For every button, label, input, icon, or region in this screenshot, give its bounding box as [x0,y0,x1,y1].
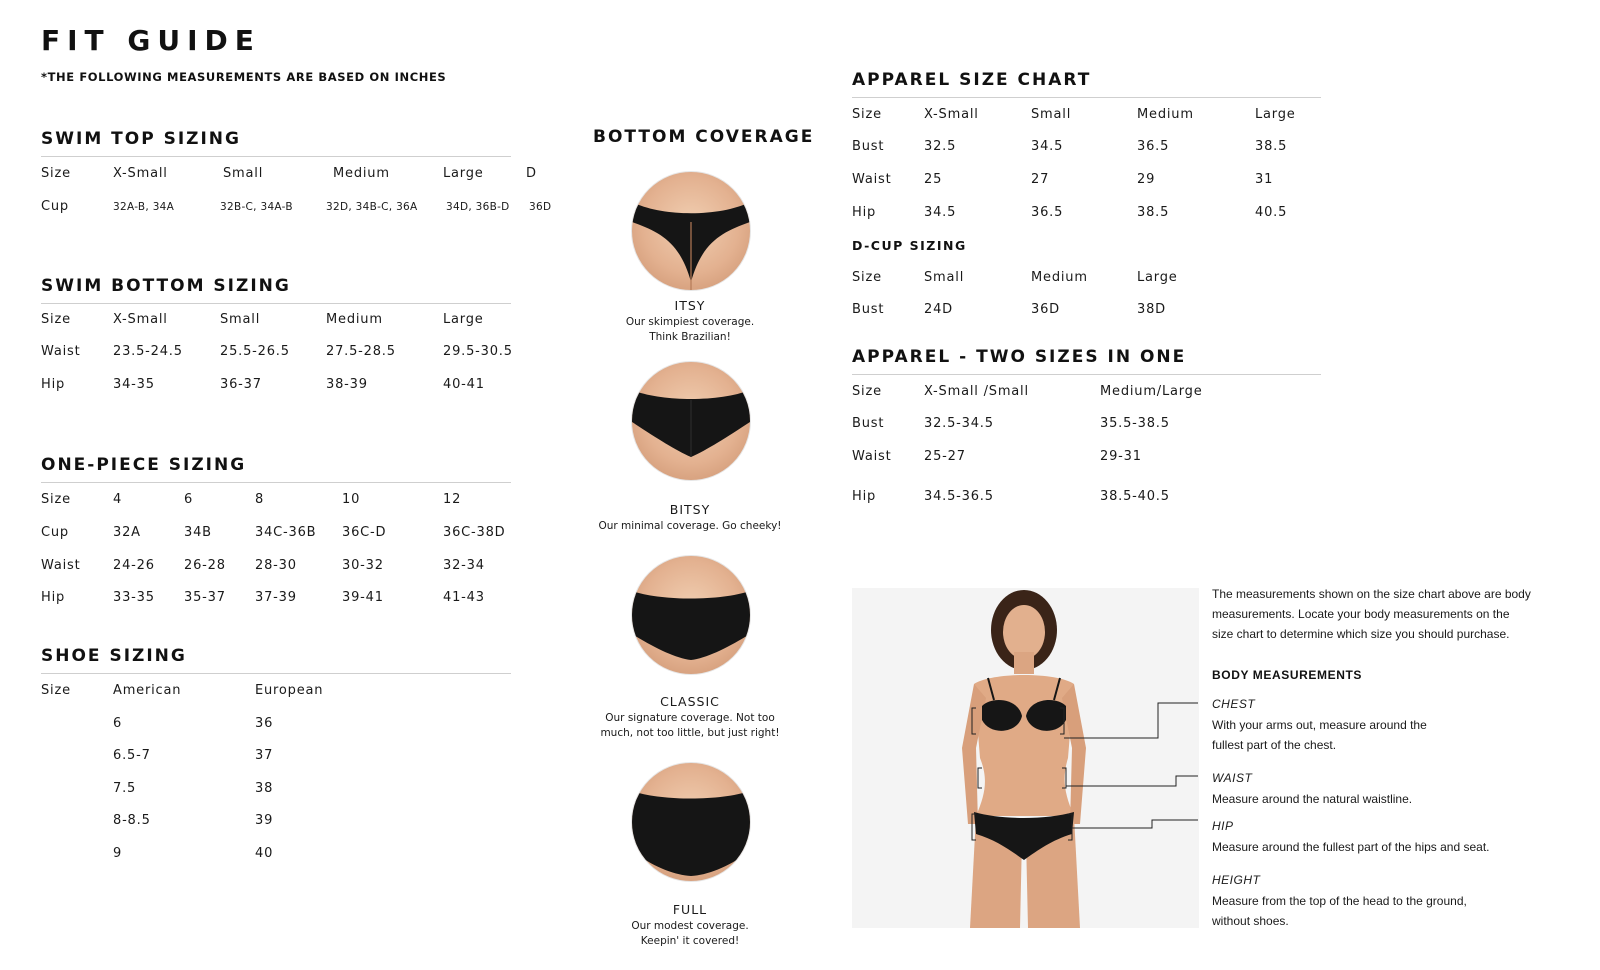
chest-desc: With your arms out, measure around the [1212,718,1427,732]
table-cell: 24-26 [113,558,155,573]
table-cell: 39 [255,813,274,828]
waist-desc: Measure around the natural waistline. [1212,792,1413,806]
table-cell: 38D [1137,302,1166,317]
table-cell: Hip [852,205,877,220]
swim-top-title: SWIM TOP SIZING [41,129,241,149]
table-cell: 40-41 [443,377,485,392]
table-cell: 40 [255,846,274,861]
classic-thumbnail [631,555,751,675]
table-cell: American [113,683,182,698]
table-cell: Size [852,384,882,399]
table-cell: Medium/Large [1100,384,1203,399]
table-cell: 24D [924,302,953,317]
itsy-thumbnail [631,171,751,291]
table-cell: Size [41,492,71,507]
body-intro-line: The measurements shown on the size chart above are body [1212,587,1531,601]
table-cell: 38.5-40.5 [1100,489,1170,504]
table-cell: 36C-38D [443,525,506,540]
table-cell: Large [443,166,484,181]
table-cell: 34-35 [113,377,155,392]
table-cell: 31 [1255,172,1274,187]
table-cell: X-Small [113,166,168,181]
coverage-desc: Our modest coverage. [631,920,749,932]
table-cell: D [526,166,537,181]
apparel-title: APPAREL SIZE CHART [852,70,1092,90]
page-title: FIT GUIDE [41,24,261,57]
dcup-title: D-CUP SIZING [852,238,967,253]
bitsy-thumbnail [631,361,751,481]
apparel-rule [852,97,1321,98]
table-cell: X-Small [113,312,168,327]
coverage-name: ITSY [674,298,706,313]
table-cell: 36D [1031,302,1060,317]
table-cell: 29-31 [1100,449,1142,464]
coverage-desc: Our skimpiest coverage. [625,316,755,328]
coverage-desc: Think Brazilian! [649,331,731,343]
table-cell: Waist [41,344,81,359]
table-cell: Bust [852,139,885,154]
table-cell: 32A-B, 34A [113,201,175,213]
table-cell: 27 [1031,172,1050,187]
table-cell: 37 [255,748,274,763]
swim-top-rule [41,156,511,157]
table-cell: Size [41,683,71,698]
table-cell: 25-27 [924,449,966,464]
table-cell: 34C-36B [255,525,317,540]
table-cell: 34.5 [924,205,957,220]
height-label: HEIGHT [1212,873,1261,887]
table-cell: Waist [41,558,81,573]
coverage-desc: Our minimal coverage. Go cheeky! [598,520,782,532]
table-cell: 28-30 [255,558,297,573]
one-piece-title: ONE-PIECE SIZING [41,455,247,475]
table-cell: 30-32 [342,558,384,573]
table-cell: 8 [255,492,265,507]
table-cell: 40.5 [1255,205,1288,220]
table-cell: 35.5-38.5 [1100,416,1170,431]
table-cell: Medium [333,166,390,181]
chest-label: CHEST [1212,697,1256,711]
table-cell: 32D, 34B-C, 36A [326,201,418,213]
table-cell: Size [41,166,71,181]
table-cell: Medium [326,312,383,327]
table-cell: 29 [1137,172,1156,187]
table-cell: Large [443,312,484,327]
table-cell: 12 [443,492,462,507]
table-cell: 6 [113,716,123,731]
shoe-title: SHOE SIZING [41,646,187,666]
body-intro-line: size chart to determine which size you should purchase. [1212,627,1510,641]
swim-bottom-rule [41,303,511,304]
table-cell: Medium [1031,270,1088,285]
hip-desc: Measure around the fullest part of the hips and seat. [1212,840,1490,854]
height-desc: Measure from the top of the head to the ground, [1212,894,1467,908]
full-thumbnail [631,762,751,882]
table-cell: 36-37 [220,377,262,392]
measurement-note: *THE FOLLOWING MEASUREMENTS ARE BASED ON INCHES [41,70,447,84]
table-cell: 36.5 [1137,139,1170,154]
table-cell: 8-8.5 [113,813,151,828]
body-intro-line: measurements. Locate your body measurements on the [1212,607,1510,621]
height-desc: without shoes. [1212,914,1289,928]
table-cell: Hip [852,489,877,504]
chest-desc: fullest part of the chest. [1212,738,1337,752]
table-cell: 38-39 [326,377,368,392]
table-cell: Size [852,107,882,122]
table-cell: 27.5-28.5 [326,344,396,359]
coverage-desc: Our signature coverage. Not too [605,712,775,724]
table-cell: Small [1031,107,1072,122]
table-cell: Waist [852,172,892,187]
table-cell: 10 [342,492,361,507]
table-cell: 34.5-36.5 [924,489,994,504]
table-cell: 32.5 [924,139,957,154]
table-cell: Hip [41,590,66,605]
coverage-name: BITSY [669,502,711,517]
table-cell: 32B-C, 34A-B [220,201,293,213]
table-cell: Small [220,312,261,327]
one-piece-rule [41,482,511,483]
table-cell: Cup [41,525,69,540]
shoe-rule [41,673,511,674]
waist-label: WAIST [1212,771,1253,785]
coverage-desc: Keepin' it covered! [640,935,740,947]
table-cell: 36D [529,201,552,213]
table-cell: 4 [113,492,123,507]
table-cell: 34B [184,525,212,540]
table-cell: Large [1255,107,1296,122]
table-cell: Size [852,270,882,285]
table-cell: European [255,683,324,698]
table-cell: Size [41,312,71,327]
coverage-name: CLASSIC [660,694,720,709]
table-cell: 33-35 [113,590,155,605]
table-cell: 38 [255,781,274,796]
table-cell: Cup [41,199,69,214]
hip-label: HIP [1212,819,1234,833]
table-cell: 38.5 [1255,139,1288,154]
table-cell: X-Small [924,107,979,122]
table-cell: 7.5 [113,781,137,796]
table-cell: 9 [113,846,123,861]
table-cell: 36 [255,716,274,731]
table-cell: 6.5-7 [113,748,151,763]
table-cell: 41-43 [443,590,485,605]
table-cell: 39-41 [342,590,384,605]
table-cell: Large [1137,270,1178,285]
table-cell: Bust [852,302,885,317]
table-cell: Bust [852,416,885,431]
body-measurements-heading: BODY MEASUREMENTS [1212,668,1362,682]
table-cell: 6 [184,492,194,507]
table-cell: 37-39 [255,590,297,605]
table-cell: 34.5 [1031,139,1064,154]
table-cell: 36C-D [342,525,387,540]
swim-bottom-title: SWIM BOTTOM SIZING [41,276,291,296]
coverage-desc: much, not too little, but just right! [600,727,780,739]
table-cell: 25 [924,172,943,187]
body-measurement-photo [852,588,1199,928]
table-cell: 23.5-24.5 [113,344,183,359]
coverage-name: FULL [672,902,708,917]
table-cell: 34D, 36B-D [446,201,510,213]
coverage-title: BOTTOM COVERAGE [593,127,815,147]
table-cell: Small [924,270,965,285]
table-cell: Medium [1137,107,1194,122]
two-sizes-title: APPAREL - TWO SIZES IN ONE [852,347,1187,367]
table-cell: 32A [113,525,141,540]
table-cell: 38.5 [1137,205,1170,220]
table-cell: 26-28 [184,558,226,573]
table-cell: Small [223,166,264,181]
table-cell: 35-37 [184,590,226,605]
two-sizes-rule [852,374,1321,375]
table-cell: X-Small /Small [924,384,1029,399]
table-cell: 25.5-26.5 [220,344,290,359]
table-cell: Hip [41,377,66,392]
table-cell: 36.5 [1031,205,1064,220]
table-cell: 29.5-30.5 [443,344,513,359]
table-cell: 32.5-34.5 [924,416,994,431]
table-cell: Waist [852,449,892,464]
table-cell: 32-34 [443,558,485,573]
